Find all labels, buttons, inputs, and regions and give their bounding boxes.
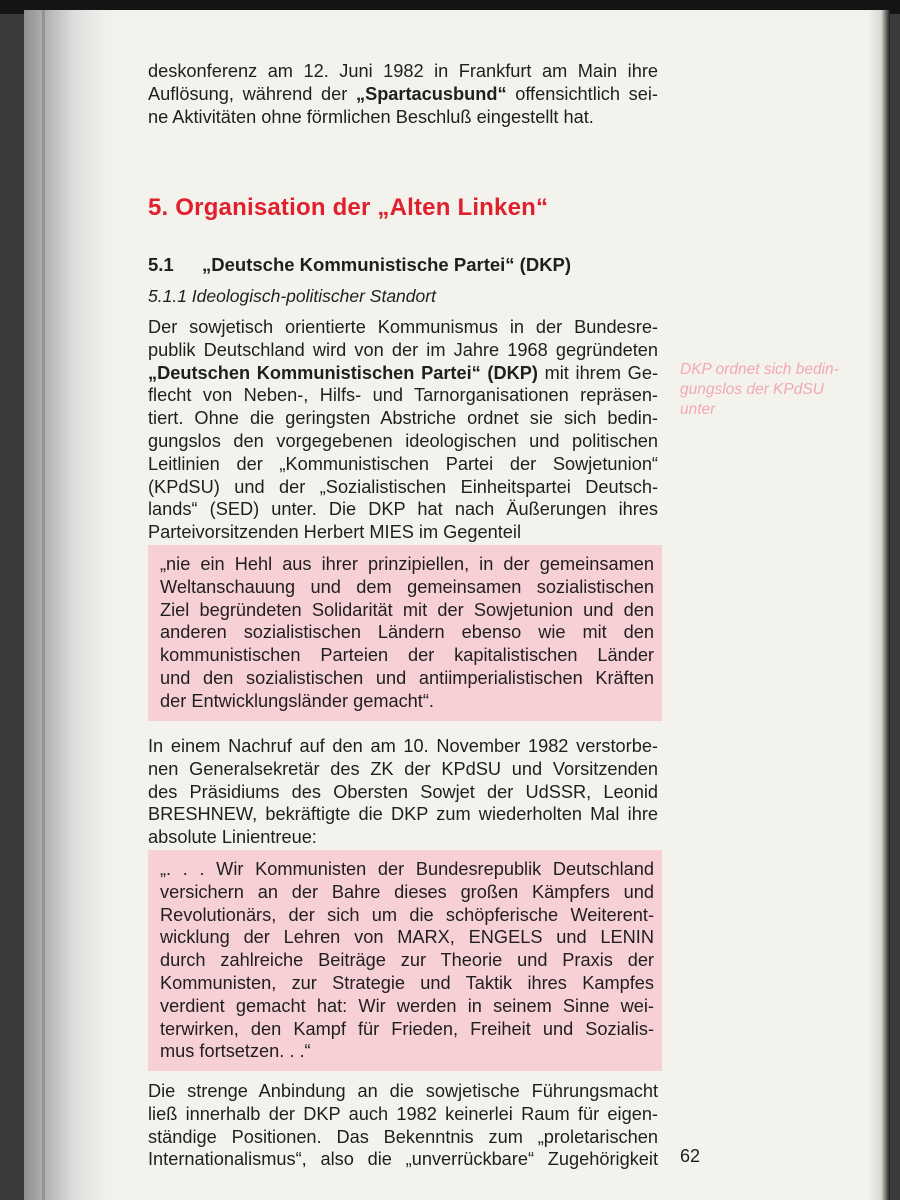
margin-note xyxy=(680,360,880,420)
para2-line: absolute Linientreue: xyxy=(148,827,317,848)
para3-line: ließ innerhalb der DKP auch 1982 keinerlei Raum für eigen- xyxy=(148,1103,658,1124)
quote1-line: „nie ein Hehl aus ihrer prinzipiellen, in der gemeinsamen xyxy=(160,554,654,574)
margin-note-line: unter xyxy=(680,401,716,418)
quote2-line: terwirken, den Kampf für Frieden, Freiheit und Sozialis- xyxy=(160,1018,654,1039)
page-edge-stack xyxy=(24,10,116,1200)
quote1-line: Weltanschauung und dem gemeinsamen sozialistischen xyxy=(160,576,654,597)
quote1-line: Ziel begründeten Solidarität mit der Sowjetunion und den xyxy=(160,599,654,620)
quote2-line: verdient gemacht hat: Wir werden in seinem Sinne wei- xyxy=(160,995,654,1016)
quote2-line: versichern an der Bahre dieses großen Kämpfers und xyxy=(160,881,654,902)
para2-line: nen Generalsekretär des ZK der KPdSU und Vorsitzenden xyxy=(148,758,658,779)
quote-breshnew-obituary xyxy=(148,850,662,1071)
intro-line-2: Auflösung, während der „Spartacusbund“ offensichtlich sei- xyxy=(148,83,658,104)
dkp-term: „Deutschen Kommunistischen Partei“ (DKP) xyxy=(148,362,538,383)
quote1-line: und den sozialistischen und antiimperialistischen Kräften xyxy=(160,667,654,688)
quote2-line: wicklung der Lehren von MARX, ENGELS und LENIN xyxy=(160,927,654,948)
para3-line: Internationalismus“, also die „unverrückbare“ Zugehörigkeit xyxy=(148,1149,658,1170)
subsection-heading xyxy=(148,254,571,276)
quote2-line: Revolutionärs, der sich um die schöpferische Weiterent- xyxy=(160,904,654,925)
para1-line: lands“ (SED) unter. Die DKP hat nach Äußerungen ihres xyxy=(148,499,658,520)
para1-line: gungslos den vorgegebenen ideologischen und politischen xyxy=(148,430,658,451)
para1-line: Parteivorsitzenden Herbert MIES im Gegenteil xyxy=(148,522,522,543)
quote2-line: „. . . Wir Kommunisten der Bundesrepublik Deutschland xyxy=(160,859,654,879)
intro-line-1: deskonferenz am 12. Juni 1982 in Frankfurt am Main ihre xyxy=(148,61,658,81)
intro-line-3: ne Aktivitäten ohne förmlichen Beschluß eingestellt hat. xyxy=(148,106,594,127)
para1-line: Der sowjetisch orientierte Kommunismus in der Bundesre- xyxy=(148,317,658,337)
para1-line: (KPdSU) und der „Sozialistischen Einheitspartei Deutsch- xyxy=(148,476,658,497)
subsection-number: 5.1 xyxy=(148,254,174,275)
para1-line: tiert. Ohne die geringsten Abstriche ordnet sie sich bedin- xyxy=(148,408,658,429)
para2-line: BRESHNEW, bekräftigte die DKP zum wiederholten Mal ihre xyxy=(148,804,658,825)
spartacusbund-term: „Spartacusbund“ xyxy=(355,83,507,104)
para3-line: ständige Positionen. Das Bekenntnis zum „proletarischen xyxy=(148,1126,658,1147)
quote2-line: durch zahlreiche Beiträge zur Theorie und Praxis der xyxy=(160,950,654,971)
para3-line: Die strenge Anbindung an die sowjetische Führungsmacht xyxy=(148,1081,658,1101)
paragraph-alignment xyxy=(148,1080,658,1171)
para1-line: „Deutschen Kommunistischen Partei“ (DKP) mit ihrem Ge- xyxy=(148,362,658,383)
intro-paragraph xyxy=(148,60,658,128)
subsubsection-heading: 5.1.1 Ideologisch-politischer Standort xyxy=(148,286,436,306)
paragraph-obituary xyxy=(148,735,658,849)
margin-note-line: gungslos der KPdSU xyxy=(680,381,824,398)
quote2-line: mus fortsetzen. . .“ xyxy=(160,1041,311,1062)
quote2-line: Kommunisten, zur Strategie und Taktik ihres Kampfes xyxy=(160,972,654,993)
quote1-line: anderen sozialistischen Ländern ebenso wie mit den xyxy=(160,622,654,643)
paragraph-dkp-intro xyxy=(148,316,658,544)
para1-line: publik Deutschland wird von der im Jahre 1968 gegründeten xyxy=(148,339,658,360)
para2-line: In einem Nachruf auf den am 10. November 1982 verstorbe- xyxy=(148,736,658,756)
subsection-title: „Deutsche Kommunistische Partei“ (DKP) xyxy=(202,254,572,275)
page-number: 62 xyxy=(680,1146,701,1166)
quote-mies xyxy=(148,545,662,721)
quote1-line: der Entwicklungsländer gemacht“. xyxy=(160,690,434,711)
book-gutter xyxy=(868,10,890,1200)
para2-line: des Präsidiums des Obersten Sowjet der UdSSR, Leonid xyxy=(148,781,658,802)
para1-line: flecht von Neben-, Hilfs- und Tarnorganisationen repräsen- xyxy=(148,385,658,406)
quote1-line: kommunistischen Parteien der kapitalistischen Länder xyxy=(160,645,654,666)
para1-line: Leitlinien der „Kommunistischen Partei der Sowjetunion“ xyxy=(148,453,658,474)
margin-note-line: DKP ordnet sich bedin- xyxy=(680,361,839,378)
section-heading: 5. Organisation der „Alten Linken“ xyxy=(148,194,549,221)
